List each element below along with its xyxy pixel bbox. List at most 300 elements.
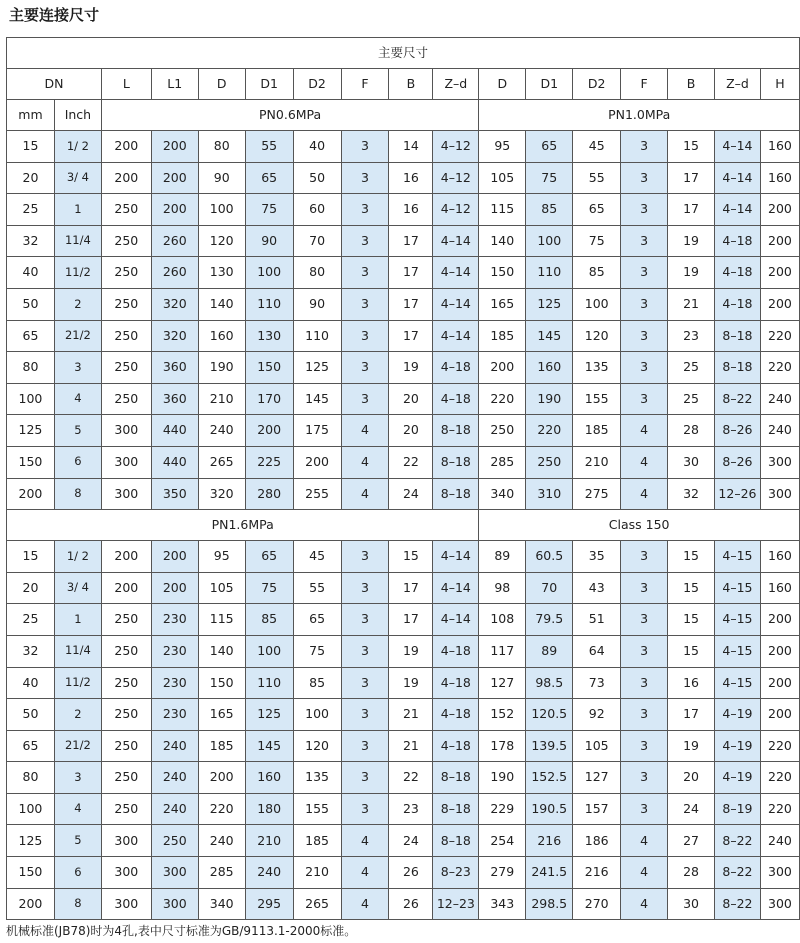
table-cell: 90 — [245, 225, 293, 257]
table-cell: 220 — [760, 730, 799, 762]
table-cell: 4 — [341, 888, 389, 920]
table-cell: 4–14 — [433, 288, 479, 320]
table-cell: 150 — [7, 857, 55, 889]
table-cell: 140 — [198, 288, 245, 320]
table-cell: 45 — [573, 131, 621, 163]
table-cell: 75 — [293, 635, 341, 667]
table-cell: 80 — [198, 131, 245, 163]
table-cell: 110 — [293, 320, 341, 352]
table-cell: 3 — [621, 667, 668, 699]
table-cell: 100 — [293, 699, 341, 731]
table-cell: 19 — [389, 667, 433, 699]
table-cell: 12–26 — [714, 478, 760, 510]
table-cell: 1/ 2 — [54, 131, 101, 163]
table-cell: 165 — [479, 288, 526, 320]
table-cell: 190 — [526, 383, 573, 415]
table-cell: 85 — [526, 194, 573, 226]
table-cell: 200 — [760, 257, 799, 289]
table-cell: 90 — [293, 288, 341, 320]
table-cell: 200 — [479, 352, 526, 384]
table-cell: 8–23 — [433, 857, 479, 889]
table-cell: 200 — [760, 288, 799, 320]
table-cell: 85 — [245, 604, 293, 636]
table-cell: 280 — [245, 478, 293, 510]
table-cell: 200 — [7, 888, 55, 920]
table-cell: 265 — [198, 446, 245, 478]
table-cell: 250 — [101, 225, 151, 257]
table-cell: 298.5 — [526, 888, 573, 920]
table-cell: 152 — [479, 699, 526, 731]
table-cell: 23 — [389, 793, 433, 825]
section-label-pn16: PN1.6MPa — [7, 510, 479, 541]
table-cell: 3 — [621, 762, 668, 794]
table-cell: 100 — [245, 635, 293, 667]
table-cell: 125 — [7, 415, 55, 447]
col-header-d2: D2 — [293, 69, 341, 100]
unit-header-inch: Inch — [54, 100, 101, 131]
table-cell: 3 — [621, 194, 668, 226]
table-cell: 240 — [151, 793, 198, 825]
table-cell: 190 — [198, 352, 245, 384]
table-cell: 19 — [668, 225, 715, 257]
table-row — [7, 352, 800, 384]
column-header-row — [7, 69, 800, 100]
table-cell: 300 — [151, 888, 198, 920]
table-cell: 105 — [479, 162, 526, 194]
table-cell: 275 — [573, 478, 621, 510]
table-cell: 3 — [621, 131, 668, 163]
table-cell: 25 — [668, 352, 715, 384]
table-row — [7, 667, 800, 699]
table-row — [7, 320, 800, 352]
table-cell: 250 — [101, 635, 151, 667]
table-cell: 8–22 — [714, 888, 760, 920]
table-cell: 320 — [151, 320, 198, 352]
table-row — [7, 888, 800, 920]
table-cell: 19 — [668, 257, 715, 289]
table-row — [7, 793, 800, 825]
table-cell: 3 — [621, 162, 668, 194]
table-cell: 4 — [341, 415, 389, 447]
table-cell: 8–22 — [714, 825, 760, 857]
table-cell: 60 — [293, 194, 341, 226]
table-cell: 160 — [760, 572, 799, 604]
table-cell: 135 — [293, 762, 341, 794]
table-cell: 3 — [341, 730, 389, 762]
table-cell: 40 — [293, 131, 341, 163]
table-cell: 250 — [101, 762, 151, 794]
table-cell: 50 — [7, 288, 55, 320]
table-cell: 4–14 — [714, 162, 760, 194]
table-cell: 230 — [151, 699, 198, 731]
table-cell: 17 — [389, 572, 433, 604]
table-cell: 100 — [573, 288, 621, 320]
table-cell: 216 — [573, 857, 621, 889]
table-cell: 8–26 — [714, 446, 760, 478]
table-cell: 17 — [668, 194, 715, 226]
table-cell: 300 — [760, 888, 799, 920]
table-cell: 120 — [573, 320, 621, 352]
table-cell: 320 — [198, 478, 245, 510]
table-row — [7, 162, 800, 194]
table-cell: 220 — [760, 762, 799, 794]
table-cell: 4 — [341, 478, 389, 510]
table-cell: 108 — [479, 604, 526, 636]
table-cell: 300 — [101, 478, 151, 510]
table-cell: 250 — [101, 288, 151, 320]
table-cell: 160 — [760, 131, 799, 163]
table-cell: 15 — [668, 604, 715, 636]
table-cell: 4–12 — [433, 131, 479, 163]
table-cell: 160 — [760, 162, 799, 194]
table-cell: 110 — [245, 288, 293, 320]
table-cell: 11/4 — [54, 225, 101, 257]
section-label-class150: Class 150 — [479, 510, 800, 541]
table-cell: 20 — [389, 383, 433, 415]
table-cell: 145 — [245, 730, 293, 762]
table-cell: 15 — [668, 131, 715, 163]
table-cell: 210 — [198, 383, 245, 415]
table-cell: 3 — [621, 699, 668, 731]
table-cell: 4 — [341, 825, 389, 857]
table-cell: 130 — [245, 320, 293, 352]
table-row — [7, 478, 800, 510]
table-cell: 8–22 — [714, 857, 760, 889]
table-cell: 3 — [54, 762, 101, 794]
table-cell: 16 — [389, 162, 433, 194]
table-cell: 3 — [341, 194, 389, 226]
table-cell: 80 — [7, 762, 55, 794]
table-cell: 26 — [389, 857, 433, 889]
col-header-l: L — [101, 69, 151, 100]
table-cell: 110 — [526, 257, 573, 289]
table-cell: 8–26 — [714, 415, 760, 447]
table-cell: 200 — [760, 667, 799, 699]
table-cell: 21 — [389, 730, 433, 762]
table-cell: 250 — [101, 699, 151, 731]
table-cell: 145 — [293, 383, 341, 415]
table-cell: 200 — [7, 478, 55, 510]
table-cell: 250 — [101, 257, 151, 289]
table-cell: 17 — [389, 288, 433, 320]
table-cell: 20 — [668, 762, 715, 794]
table-cell: 125 — [526, 288, 573, 320]
table-cell: 17 — [389, 604, 433, 636]
table-cell: 8 — [54, 478, 101, 510]
table-cell: 160 — [198, 320, 245, 352]
table-row — [7, 857, 800, 889]
table-cell: 220 — [760, 320, 799, 352]
table-cell: 105 — [198, 572, 245, 604]
table-cell: 80 — [293, 257, 341, 289]
table-cell: 127 — [479, 667, 526, 699]
table-cell: 150 — [245, 352, 293, 384]
table-cell: 295 — [245, 888, 293, 920]
table-cell: 8–18 — [433, 446, 479, 478]
table-cell: 65 — [7, 730, 55, 762]
col-header-d: D — [198, 69, 245, 100]
table-cell: 240 — [760, 383, 799, 415]
table-cell: 19 — [389, 635, 433, 667]
table-cell: 300 — [101, 446, 151, 478]
table-cell: 300 — [101, 825, 151, 857]
table-cell: 8 — [54, 888, 101, 920]
table-cell: 200 — [101, 131, 151, 163]
col-header-z-d: Z–d — [714, 69, 760, 100]
table-cell: 14 — [389, 131, 433, 163]
table-cell: 200 — [760, 194, 799, 226]
table-cell: 360 — [151, 352, 198, 384]
table-cell: 65 — [573, 194, 621, 226]
table-cell: 75 — [573, 225, 621, 257]
table-cell: 11/2 — [54, 257, 101, 289]
table-cell: 100 — [7, 793, 55, 825]
table-cell: 145 — [526, 320, 573, 352]
table-cell: 55 — [245, 131, 293, 163]
table-cell: 3 — [621, 604, 668, 636]
table-cell: 16 — [668, 667, 715, 699]
table-cell: 43 — [573, 572, 621, 604]
table-cell: 130 — [198, 257, 245, 289]
table-cell: 27 — [668, 825, 715, 857]
table-cell: 8–19 — [714, 793, 760, 825]
table-cell: 4 — [621, 888, 668, 920]
table-cell: 250 — [479, 415, 526, 447]
table-cell: 1/ 2 — [54, 541, 101, 573]
table-cell: 4–15 — [714, 572, 760, 604]
table-cell: 15 — [7, 131, 55, 163]
table-cell: 240 — [760, 415, 799, 447]
table-cell: 200 — [151, 131, 198, 163]
table-cell: 4–15 — [714, 635, 760, 667]
table-cell: 32 — [7, 225, 55, 257]
table-cell: 150 — [479, 257, 526, 289]
table-cell: 4–19 — [714, 762, 760, 794]
table-cell: 185 — [573, 415, 621, 447]
table-row — [7, 762, 800, 794]
table-cell: 24 — [389, 478, 433, 510]
table-cell: 200 — [293, 446, 341, 478]
table-cell: 250 — [151, 825, 198, 857]
table-cell: 100 — [198, 194, 245, 226]
table-cell: 4–12 — [433, 194, 479, 226]
table-cell: 250 — [101, 194, 151, 226]
table-cell: 25 — [7, 604, 55, 636]
table-row — [7, 225, 800, 257]
table-cell: 4–14 — [433, 225, 479, 257]
col-header-f: F — [341, 69, 389, 100]
table-cell: 75 — [526, 162, 573, 194]
table-cell: 28 — [668, 415, 715, 447]
dimension-table — [6, 37, 800, 920]
table-cell: 3 — [621, 572, 668, 604]
table-cell: 4–14 — [433, 257, 479, 289]
table-cell: 260 — [151, 257, 198, 289]
table-cell: 4–18 — [714, 288, 760, 320]
table-cell: 200 — [151, 194, 198, 226]
table-cell: 300 — [760, 857, 799, 889]
table-cell: 250 — [101, 320, 151, 352]
table-cell: 170 — [245, 383, 293, 415]
col-header-f: F — [621, 69, 668, 100]
table-cell: 157 — [573, 793, 621, 825]
table-cell: 65 — [245, 162, 293, 194]
table-cell: 3 — [341, 288, 389, 320]
section-row — [7, 510, 800, 541]
section-label-pn10: PN1.0MPa — [479, 100, 800, 131]
table-cell: 150 — [198, 667, 245, 699]
table-cell: 4–18 — [433, 635, 479, 667]
table-row — [7, 131, 800, 163]
table-cell: 200 — [198, 762, 245, 794]
col-header-h: H — [760, 69, 799, 100]
table-cell: 100 — [526, 225, 573, 257]
table-cell: 240 — [245, 857, 293, 889]
table-cell: 125 — [293, 352, 341, 384]
table-cell: 25 — [7, 194, 55, 226]
table-cell: 12–23 — [433, 888, 479, 920]
table-cell: 117 — [479, 635, 526, 667]
table-cell: 3 — [621, 288, 668, 320]
table-cell: 135 — [573, 352, 621, 384]
table-cell: 45 — [293, 541, 341, 573]
table-cell: 190 — [479, 762, 526, 794]
table-cell: 220 — [526, 415, 573, 447]
table-cell: 310 — [526, 478, 573, 510]
table-cell: 250 — [526, 446, 573, 478]
table-cell: 4–19 — [714, 699, 760, 731]
table-cell: 30 — [668, 446, 715, 478]
table-cell: 3 — [341, 320, 389, 352]
table-cell: 5 — [54, 825, 101, 857]
table-cell: 16 — [389, 194, 433, 226]
table-cell: 4 — [621, 825, 668, 857]
table-cell: 92 — [573, 699, 621, 731]
table-cell: 65 — [526, 131, 573, 163]
table-cell: 350 — [151, 478, 198, 510]
table-cell: 110 — [245, 667, 293, 699]
table-cell: 98.5 — [526, 667, 573, 699]
table-row — [7, 730, 800, 762]
table-cell: 360 — [151, 383, 198, 415]
table-cell: 4–19 — [714, 730, 760, 762]
table-cell: 60.5 — [526, 541, 573, 573]
table-cell: 4 — [621, 446, 668, 478]
table-cell: 24 — [389, 825, 433, 857]
table-cell: 8–18 — [433, 478, 479, 510]
table-cell: 115 — [479, 194, 526, 226]
col-header-z-d: Z–d — [433, 69, 479, 100]
table-row — [7, 415, 800, 447]
table-cell: 17 — [389, 320, 433, 352]
table-cell: 55 — [573, 162, 621, 194]
table-cell: 340 — [479, 478, 526, 510]
table-cell: 300 — [760, 446, 799, 478]
table-cell: 320 — [151, 288, 198, 320]
table-cell: 15 — [668, 572, 715, 604]
table-cell: 100 — [7, 383, 55, 415]
table-cell: 4 — [621, 478, 668, 510]
table-cell: 50 — [293, 162, 341, 194]
col-header-d1: D1 — [526, 69, 573, 100]
table-cell: 4–18 — [433, 383, 479, 415]
table-cell: 139.5 — [526, 730, 573, 762]
table-cell: 17 — [389, 257, 433, 289]
table-cell: 65 — [293, 604, 341, 636]
table-cell: 185 — [293, 825, 341, 857]
unit-header-mm: mm — [7, 100, 55, 131]
table-cell: 200 — [760, 604, 799, 636]
table-cell: 140 — [479, 225, 526, 257]
table-cell: 8–18 — [714, 352, 760, 384]
table-row — [7, 572, 800, 604]
table-cell: 225 — [245, 446, 293, 478]
table-cell: 3 — [621, 257, 668, 289]
table-cell: 3 — [341, 572, 389, 604]
table-cell: 200 — [151, 162, 198, 194]
table-cell: 35 — [573, 541, 621, 573]
table-cell: 8–22 — [714, 383, 760, 415]
table-cell: 100 — [245, 257, 293, 289]
table-cell: 73 — [573, 667, 621, 699]
table-cell: 95 — [479, 131, 526, 163]
table-cell: 3 — [341, 352, 389, 384]
table-cell: 3 — [621, 383, 668, 415]
table-cell: 3 — [341, 667, 389, 699]
table-cell: 85 — [573, 257, 621, 289]
table-cell: 70 — [293, 225, 341, 257]
table-cell: 21 — [668, 288, 715, 320]
table-cell: 3 — [341, 604, 389, 636]
table-cell: 140 — [198, 635, 245, 667]
table-cell: 190.5 — [526, 793, 573, 825]
table-cell: 15 — [389, 541, 433, 573]
table-cell: 4–12 — [433, 162, 479, 194]
table-cell: 22 — [389, 446, 433, 478]
table-cell: 3/ 4 — [54, 162, 101, 194]
col-header-dn: DN — [7, 69, 102, 100]
table-cell: 220 — [198, 793, 245, 825]
table-cell: 210 — [293, 857, 341, 889]
table-cell: 185 — [198, 730, 245, 762]
table-cell: 40 — [7, 257, 55, 289]
table-cell: 3 — [621, 352, 668, 384]
table-row — [7, 257, 800, 289]
table-cell: 2 — [54, 699, 101, 731]
table-cell: 55 — [293, 572, 341, 604]
table-cell: 4–18 — [433, 699, 479, 731]
table-cell: 75 — [245, 572, 293, 604]
table-cell: 4–18 — [714, 225, 760, 257]
table-cell: 125 — [7, 825, 55, 857]
table-cell: 285 — [479, 446, 526, 478]
table-cell: 200 — [760, 635, 799, 667]
table-cell: 4–14 — [433, 541, 479, 573]
table-cell: 11/4 — [54, 635, 101, 667]
table-cell: 3 — [341, 257, 389, 289]
table-cell: 200 — [151, 572, 198, 604]
table-cell: 185 — [479, 320, 526, 352]
table-cell: 85 — [293, 667, 341, 699]
table-cell: 120 — [198, 225, 245, 257]
table-cell: 4–18 — [433, 667, 479, 699]
col-header-d2: D2 — [573, 69, 621, 100]
table-cell: 250 — [101, 730, 151, 762]
table-row — [7, 825, 800, 857]
table-cell: 210 — [245, 825, 293, 857]
table-cell: 4–14 — [714, 194, 760, 226]
table-cell: 4 — [621, 857, 668, 889]
